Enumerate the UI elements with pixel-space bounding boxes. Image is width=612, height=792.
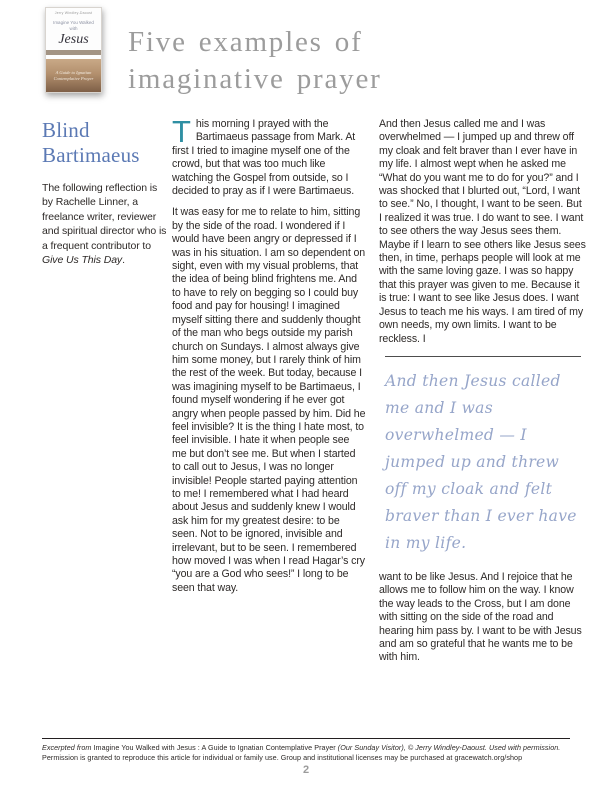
footer-credit-line	[42, 743, 570, 753]
footer-rule	[42, 738, 570, 739]
page-title-line1: Five examples of	[128, 26, 363, 58]
page-title-line2: imaginative prayer	[128, 63, 382, 95]
book-cover-pretitle: Imagine You Walked with	[53, 20, 94, 31]
footer-credit-book-title: Imagine You Walked with Jesus : A Guide to Ignatian Contemplative Prayer	[93, 743, 336, 752]
paragraph: And then Jesus called me and I was overwhelmed — I jumped up and threw off my cloak and felt braver than I ever have in my life. I almost wept when he asked me “What do you want me to do for you?” and I was shocked that I blurted out, “Lord, I want to see.” No, I thought, I want to be seen. But I realized it was true. I do want to see. I want to see others the way Jesus sees them. Maybe if I learn to see others like Jesus sees then, in time, perhaps people will look at me with the same loving gaze. I was so happy that this prayer was given to me. Because it is true: I want to see like Jesus does. I want Jesus to teach me his ways. I am tired of my own needs, my own limits. I want to be reckless. I	[379, 118, 586, 345]
footer	[42, 738, 570, 762]
page-title	[128, 24, 558, 98]
body-column-1	[172, 114, 366, 595]
book-cover-thumbnail	[45, 7, 102, 93]
page-number: 2	[302, 764, 310, 776]
book-cover-author: Jerry Windley-Daoust	[54, 11, 93, 15]
paragraph	[172, 114, 366, 198]
paragraph: It was easy for me to relate to him, sitting by the side of the road. I wondered if I would have been angry or depressed if I was in his situation. I am so dependent on sight, even with my visual problems, that the idea of being blind frightens me. And to have to rely on begging so I could buy food and pay for housing! I imagined myself sitting there and suddenly thought of the man who begs outside my parish church on Sundays. I almost always give him some money, but I rarely think of him the rest of the week. But today, because I was imagining myself to be Bartimaeus, I found myself wondering if he ever got angry when people passed by him. Did he feel invisible? It is the thing I hate most, to feel invisible. I hate it when people see me but don’t see me. But when I started to call out to Jesus, I was no longer invisible! People started paying attention to me! I remembered what I had heard about Jesus and suddenly knew I would ask him for my greatest desire: to be seen. Not to be ignored, invisible and irrelevant, but to be seen. I remembered how moved I was when I read Hagar’s cry “you are a God who sees!” I long to be seen that way.	[172, 206, 366, 594]
book-cover-banner	[46, 50, 101, 55]
sidebar-description-text: The following reflection is by Rachelle Linner, a freelance writer, reviewer and spiritual director who is a frequent contributor to	[42, 182, 167, 252]
book-cover-subtitle: A Guide to Ignatian Contemplative Prayer	[53, 70, 94, 81]
pull-quote	[385, 356, 581, 557]
book-cover-title: Jesus	[58, 32, 89, 47]
footer-credit-pre: Excerpted from	[42, 743, 94, 752]
sidebar-heading: Blind Bartimaeus	[42, 118, 140, 167]
paragraph-text: his morning I prayed with the Bartimaeus passage from Mark. At first I tried to imagine myself one of the crowd, but that was too much like watching the Gospel from outside, so I decided to pray as if I were Bartimaeus.	[172, 118, 356, 198]
footer-permission-line: Permission is granted to reproduce this article for individual or family use. Group and institutional licenses may be purchased at gracewatch.org/shop	[42, 752, 523, 762]
sidebar-description-end: .	[122, 254, 125, 267]
sidebar-description	[42, 181, 168, 267]
sidebar-description-book-title: Give Us This Day	[42, 254, 123, 267]
paragraph: want to be like Jesus. And I rejoice that he allows me to follow him on the way. I know the way leads to the Cross, but I am done with sitting on the side of the road and hearing him pass by. I want to be with Jesus and am so grateful that he wants me to be with him.	[379, 570, 582, 664]
book-cover-photo	[46, 59, 101, 92]
sidebar	[42, 118, 168, 267]
footer-credit-post: (Our Sunday Visitor), © Jerry Windley-Daoust. Used with permission.	[335, 743, 561, 752]
pull-quote-text: And then Jesus called me and I was overwhelmed — I jumped up and threw off my cloak and felt braver than I ever have in my life.	[385, 371, 577, 552]
drop-cap: T	[172, 114, 191, 149]
body-column-2	[379, 118, 587, 665]
